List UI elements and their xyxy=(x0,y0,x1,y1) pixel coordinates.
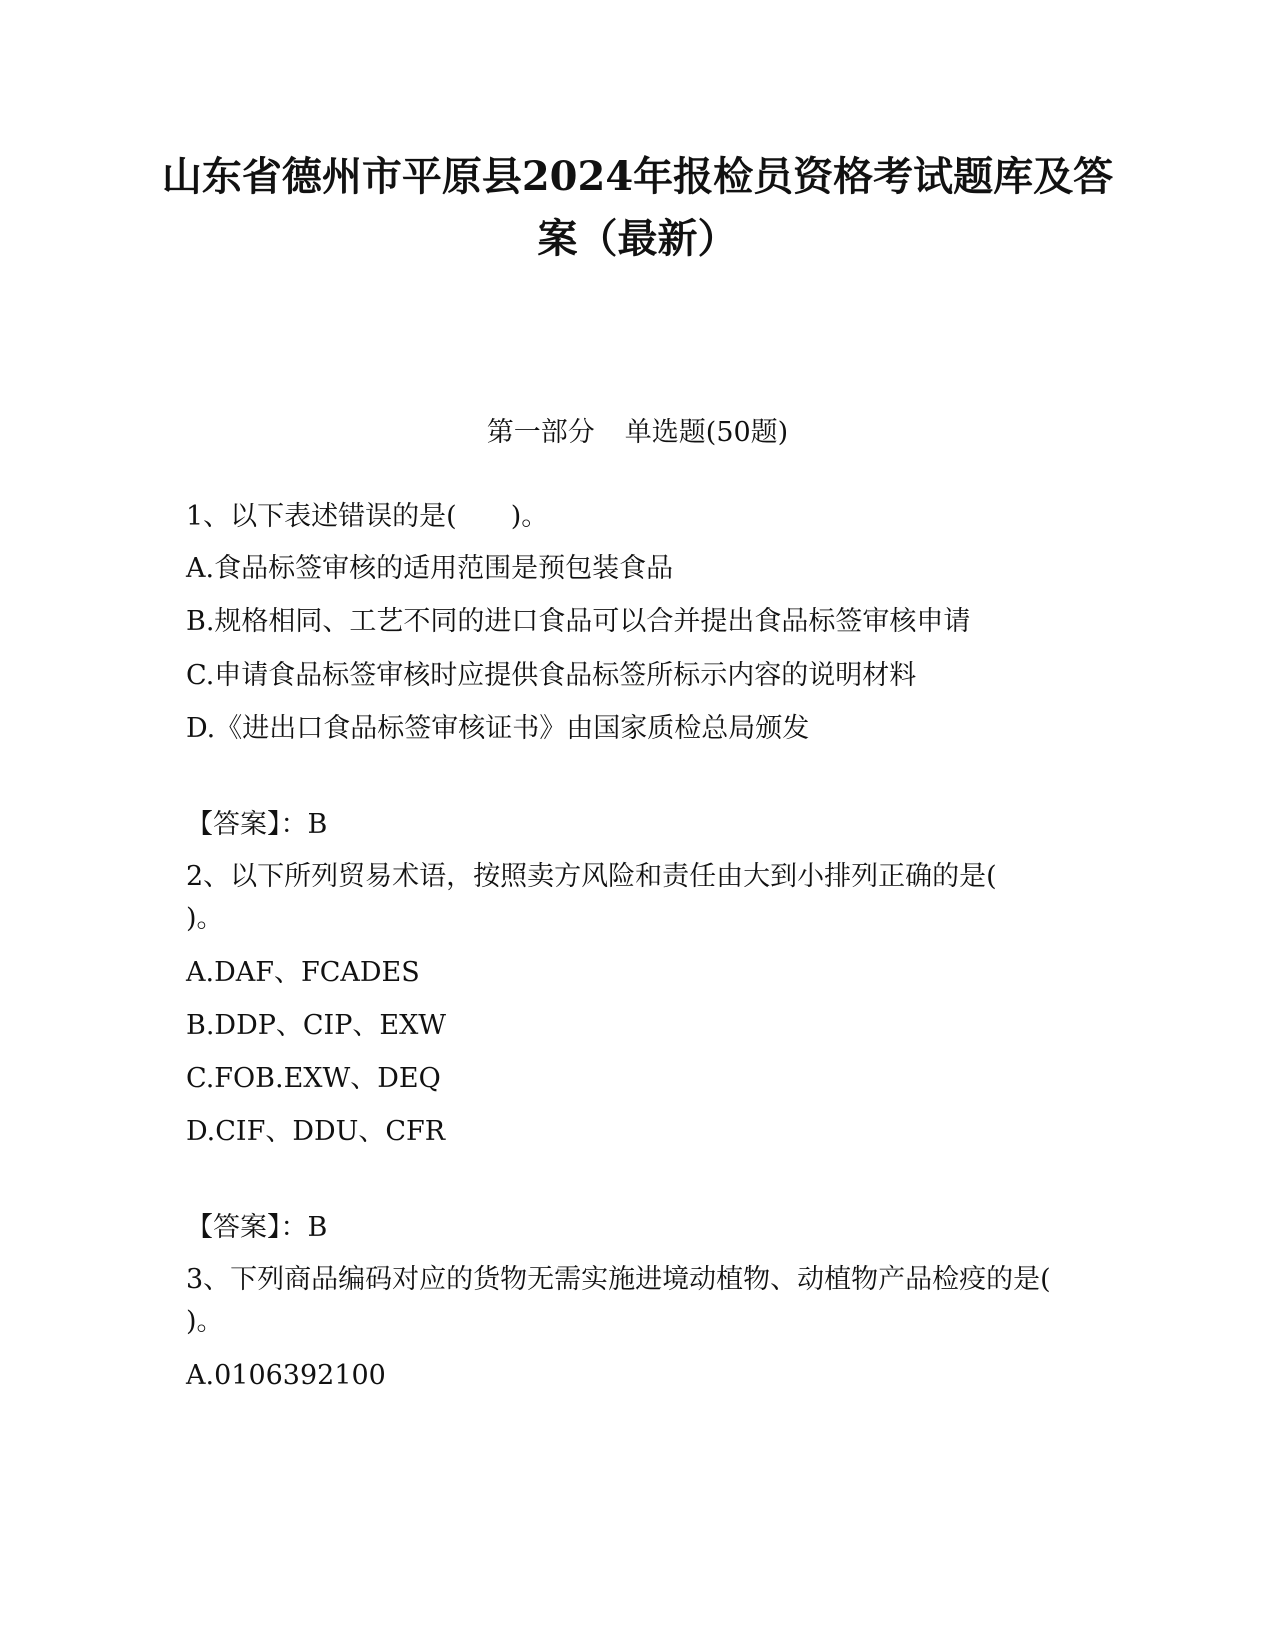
question-1-option-d: D.《进出口食品标签审核证书》由国家质检总局颁发 xyxy=(186,713,810,744)
question-1-answer: 【答案】：B xyxy=(186,809,328,840)
question-2-stem: 2、以下所列贸易术语，按照卖方风险和责任由大到小排列正确的是( )。 xyxy=(186,861,1051,934)
section-name: 单选题(50题) xyxy=(624,417,789,448)
document-title: 山东省德州市平原县2024年报检员资格考试题库及答案（最新） xyxy=(161,153,1114,262)
question-1-option-c: C.申请食品标签审核时应提供食品标签所标示内容的说明材料 xyxy=(186,660,917,691)
section-part: 第一部分 xyxy=(486,417,595,448)
question-1-option-a: A.食品标签审核的适用范围是预包装食品 xyxy=(186,553,674,584)
question-1-option-b: B.规格相同、工艺不同的进口食品可以合并提出食品标签审核申请 xyxy=(186,606,971,637)
question-2-option-a: A.DAF、FCADES xyxy=(186,957,420,988)
question-2-option-d: D.CIF、DDU、CFR xyxy=(186,1116,446,1147)
question-3-option-a: A.0106392100 xyxy=(186,1360,386,1391)
question-3-stem: 3、下列商品编码对应的货物无需实施进境动植物、动植物产品检疫的是( )。 xyxy=(186,1264,1105,1337)
question-2-answer: 【答案】：B xyxy=(186,1212,328,1243)
section-heading xyxy=(150,415,1125,451)
question-2-option-c: C.FOB.EXW、DEQ xyxy=(186,1063,441,1094)
question-1-stem: 1、以下表述错误的是( )。 xyxy=(186,501,549,532)
question-2-option-b: B.DDP、CIP、EXW xyxy=(186,1010,447,1041)
